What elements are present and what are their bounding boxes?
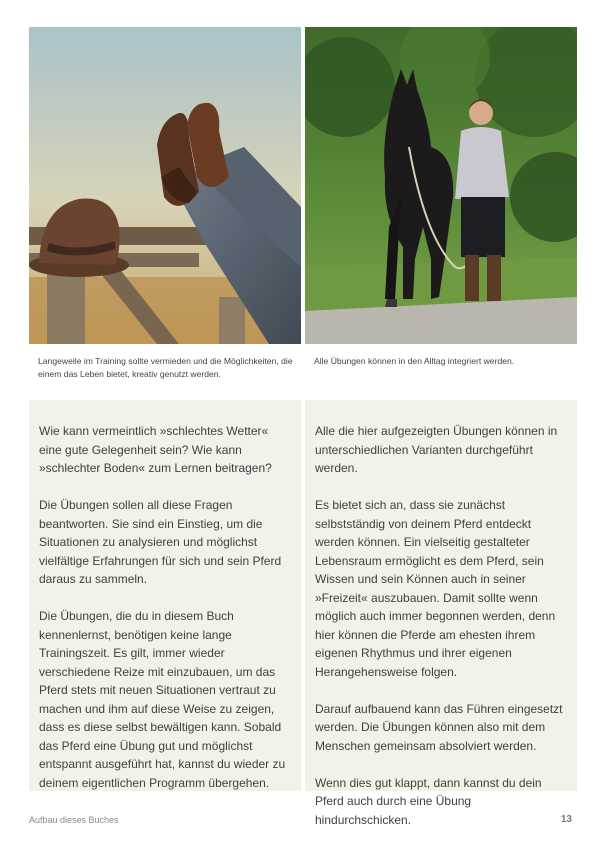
paragraph: Alle die hier aufgezeigten Übungen können in unterschiedlichen Varianten durchgeführt werden.: [315, 424, 558, 475]
photo-woman-with-horse: [305, 27, 577, 344]
paragraph: Wie kann vermeintlich »schlechtes Wetter« eine gute Gelegenheit sein? Wie kann »schlechter Boden« zum Lernen beitragen?: [39, 424, 272, 475]
paragraph: Wenn dies gut klappt, dann kannst du dein Pferd auch durch eine Übung hindurchschicken.: [315, 775, 542, 827]
boots-photo-illustration: [29, 27, 301, 344]
paragraph: Es bietet sich an, dass sie zunächst selbstständig von deinem Pferd entdeckt werden können. Ein vielseitig gestalteter Lebensraum ermöglicht es dem Pferd, sein Wissen und sein Können auch in seiner »Freizeit« auszubauen. Damit sollte wenn möglich auch immer begonnen werden, denn hier können die Pferde am ehesten ihrem eigenen Rhythmus und ihrer eigenen Herangehensweise folgen.: [315, 498, 556, 679]
text-column-left: [29, 400, 301, 791]
paragraph: Die Übungen, die du in diesem Buch kennenlernst, benötigen keine lange Trainingszeit. Es gilt, immer wieder verschiedene Reize mit einzubauen, um das Pferd stets mit neuen Situationen vertraut zu machen und ihm auf diese Weise zu zeigen, dass es diese selbst bewältigen kann. Sobald das Pferd eine Übung gut und möglichst entspannt ausgeführt hat, kannst du wieder zu deinem eigentlichen Programm übergehen.: [39, 609, 286, 790]
photo-boots-on-fence: [29, 27, 301, 344]
caption-horse-photo: Alle Übungen können in den Alltag integriert werden.: [314, 356, 515, 366]
caption-boots-photo: Langeweile im Training sollte vermieden und die Möglichkeiten, die einem das Leben bietet, kreativ genutzt werden.: [38, 356, 293, 379]
footer-chapter-title: Aufbau dieses Buches: [29, 815, 119, 825]
paragraph: Die Übungen sollen all diese Fragen beantworten. Sie sind ein Einstieg, um die Situationen zu analysieren und möglichst vielfältige Erfahrungen für sich und sein Pferd daraus zu sammeln.: [39, 498, 282, 586]
horse-photo-illustration: [305, 27, 577, 344]
page-number: 13: [560, 814, 572, 825]
paragraph: Darauf aufbauend kann das Führen eingesetzt werden. Die Übungen können also mit dem Menschen gemeinsam absolviert werden.: [315, 701, 563, 753]
